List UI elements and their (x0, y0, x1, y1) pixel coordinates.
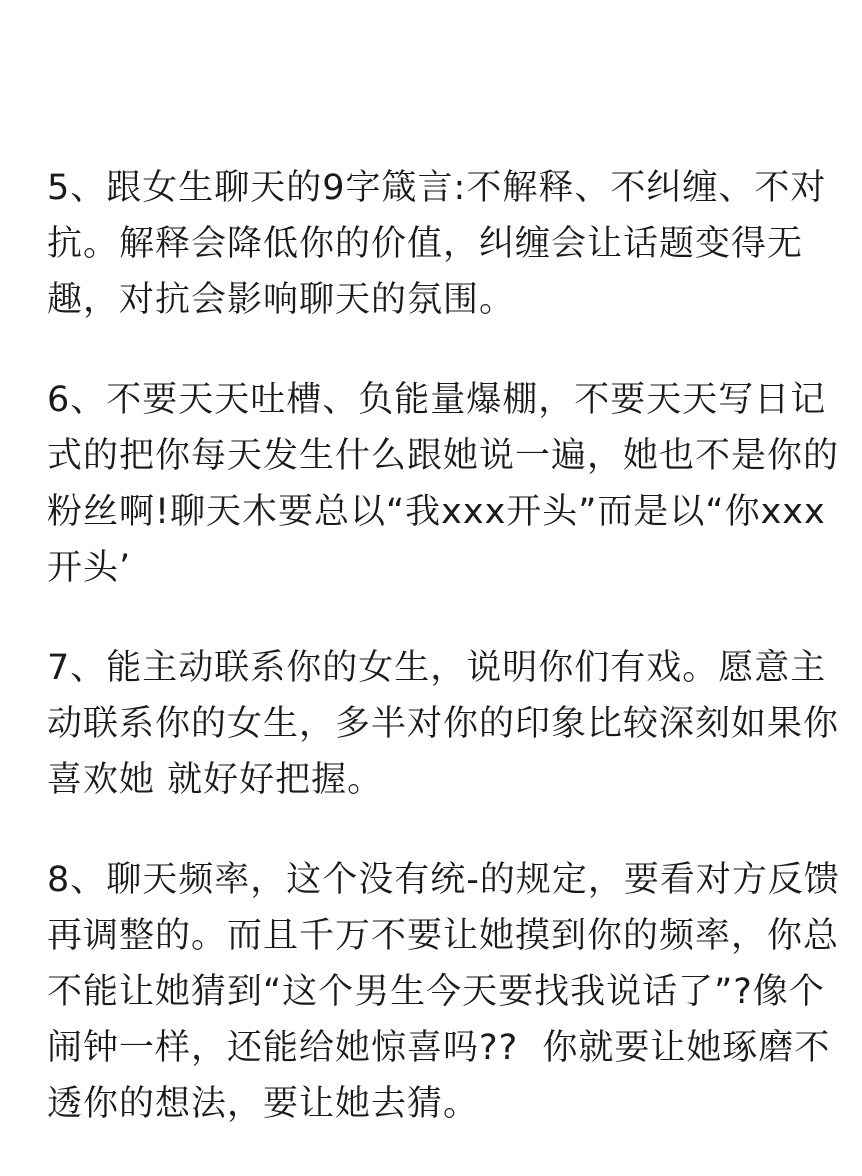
paragraph-8: 8、聊天频率，这个没有统-的规定，要看对方反馈再调整的。而且千万不要让她摸到你的频率，你总不能让她猜到“这个男生今天要找我说话了”?像个闹钟一样，还能给她惊喜吗?? 你就要让她琢磨不透你的想法，要让她去猜。 (47, 860, 840, 1124)
article-body (47, 160, 857, 1176)
paragraph-5: 5、跟女生聊天的9字箴言:不解释、不纠缠、不对抗。解释会降低你的价值，纠缠会让话题变得无趣，对抗会影响聊天的氛围。 (47, 168, 827, 320)
paragraph-7: 7、能主动联系你的女生，说明你们有戏。愿意主动联系你的女生，多半对你的印象比较深刻如果你喜欢她 就好好把握。 (47, 648, 840, 800)
paragraph-6: 6、不要天天吐槽、负能量爆棚，不要天天写日记式的把你每天发生什么跟她说一遍，她也不是你的粉丝啊!聊天木要总以“我xxx开头”而是以“你xxx开头’ (47, 380, 840, 588)
